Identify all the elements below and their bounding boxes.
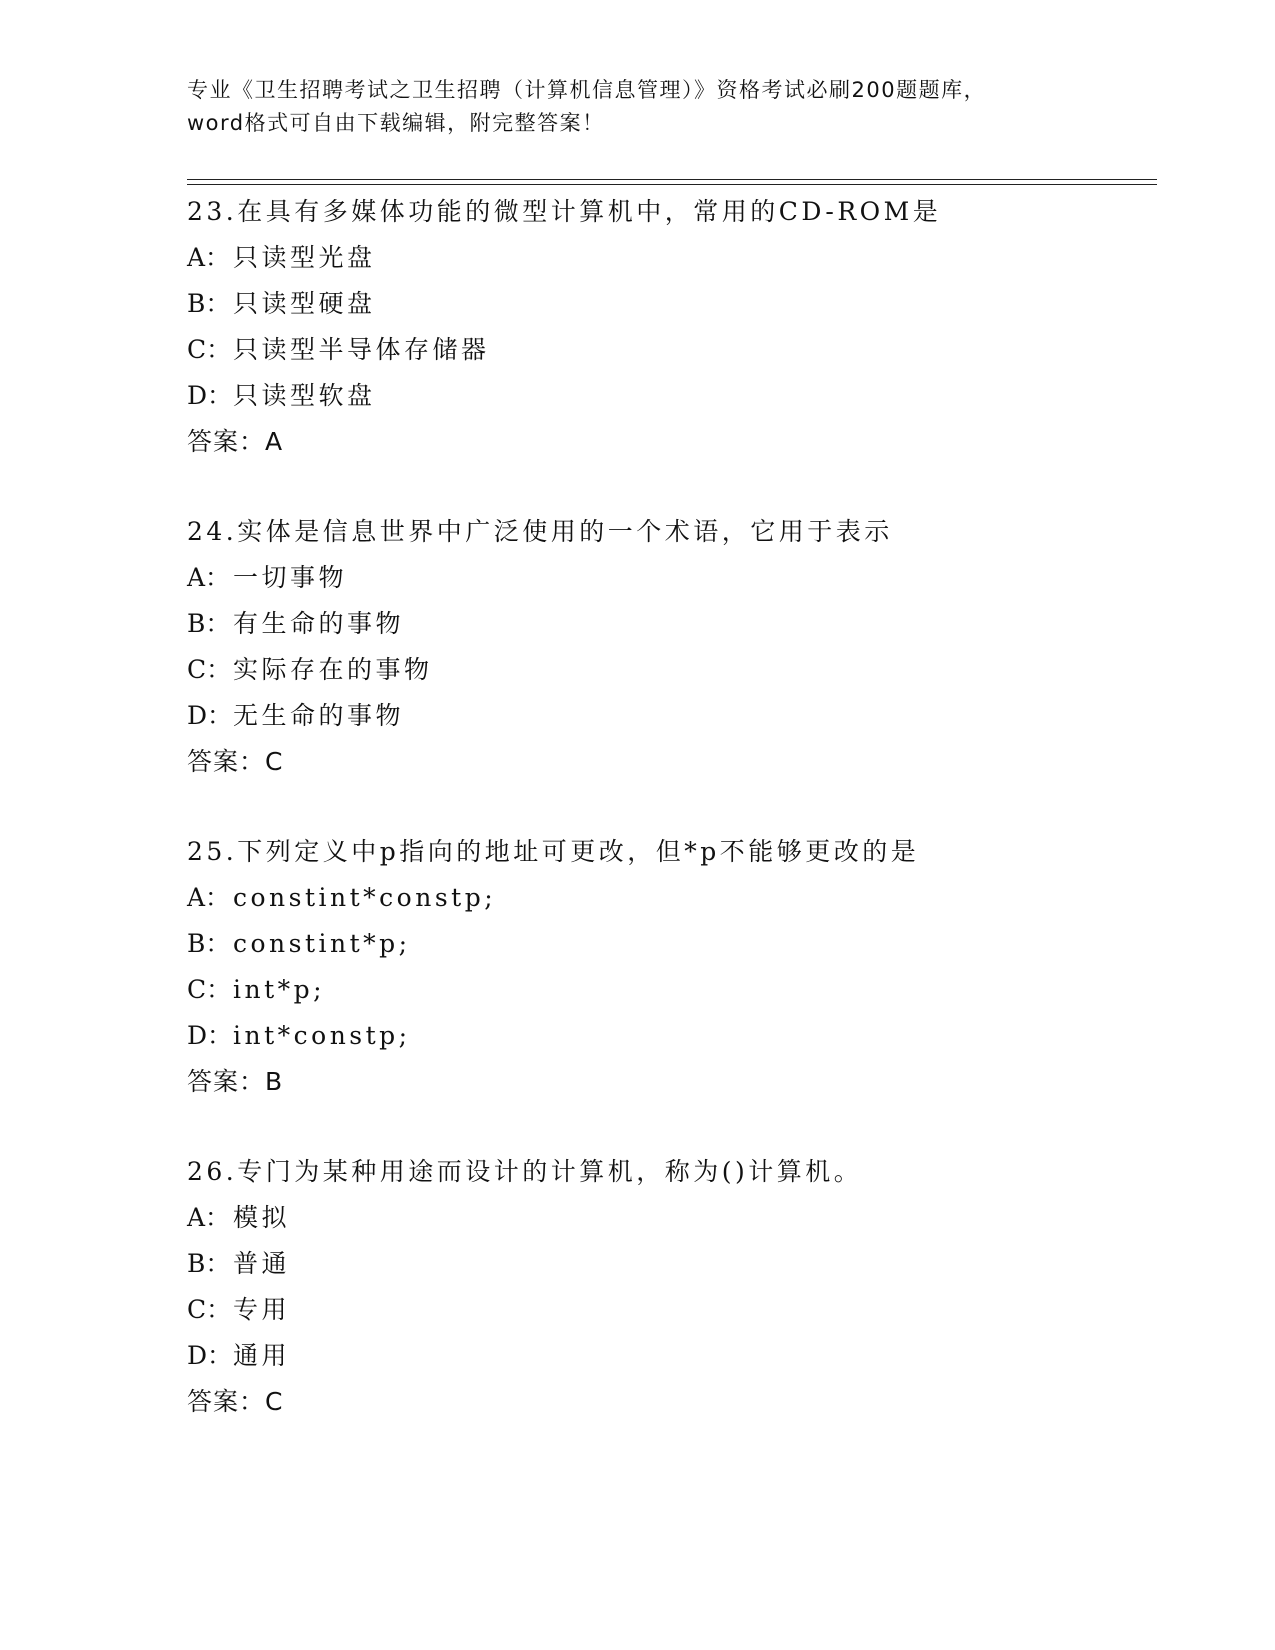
option-text: 只读型硬盘 bbox=[233, 289, 376, 318]
option-letter: D： bbox=[187, 701, 233, 730]
header-line-1: 专业《卫生招聘考试之卫生招聘（计算机信息管理）》资格考试必刷200题题库， bbox=[187, 78, 987, 102]
option-a bbox=[187, 875, 1167, 921]
option-text: int*p; bbox=[233, 975, 326, 1004]
document-header bbox=[187, 74, 1087, 140]
option-letter: A： bbox=[187, 883, 231, 912]
answer: 答案：C bbox=[187, 747, 284, 776]
option-b bbox=[187, 281, 1167, 327]
option-text: 通用 bbox=[233, 1341, 291, 1370]
option-text: int*constp; bbox=[233, 1021, 411, 1050]
option-letter: B： bbox=[187, 929, 231, 958]
option-letter: A： bbox=[187, 1203, 231, 1232]
option-text: constint*p; bbox=[233, 929, 411, 958]
option-letter: C： bbox=[187, 1295, 232, 1324]
question-block bbox=[187, 829, 1167, 1105]
option-letter: C： bbox=[187, 975, 232, 1004]
option-text: 只读型光盘 bbox=[233, 243, 376, 272]
answer: 答案：A bbox=[187, 427, 284, 456]
option-text: 专用 bbox=[233, 1295, 291, 1324]
answer: 答案：B bbox=[187, 1067, 284, 1096]
option-d bbox=[187, 1013, 1167, 1059]
option-b bbox=[187, 601, 1167, 647]
question-stem: 23.在具有多媒体功能的微型计算机中，常用的CD-ROM是 bbox=[187, 197, 942, 226]
option-text: constint*constp; bbox=[233, 883, 497, 912]
option-letter: D： bbox=[187, 381, 233, 410]
option-a bbox=[187, 1195, 1167, 1241]
header-line-2: word格式可自由下载编辑，附完整答案！ bbox=[187, 111, 605, 135]
question-stem: 25.下列定义中p指向的地址可更改，但*p不能够更改的是 bbox=[187, 837, 920, 866]
option-letter: B： bbox=[187, 289, 231, 318]
option-text: 普通 bbox=[233, 1249, 291, 1278]
option-c bbox=[187, 1287, 1167, 1333]
question-stem: 26.专门为某种用途而设计的计算机，称为()计算机。 bbox=[187, 1157, 863, 1186]
option-a bbox=[187, 555, 1167, 601]
option-d bbox=[187, 373, 1167, 419]
option-letter: B： bbox=[187, 609, 231, 638]
option-text: 一切事物 bbox=[233, 563, 348, 592]
question-block bbox=[187, 189, 1167, 465]
option-text: 只读型半导体存储器 bbox=[233, 335, 490, 364]
option-letter: C： bbox=[187, 335, 232, 364]
option-text: 只读型软盘 bbox=[233, 381, 376, 410]
header-divider-bottom bbox=[187, 184, 1157, 185]
option-letter: A： bbox=[187, 243, 231, 272]
option-c bbox=[187, 647, 1167, 693]
option-text: 有生命的事物 bbox=[233, 609, 405, 638]
option-c bbox=[187, 327, 1167, 373]
header-divider-top bbox=[187, 179, 1157, 180]
option-letter: C： bbox=[187, 655, 232, 684]
option-d bbox=[187, 1333, 1167, 1379]
question-block bbox=[187, 509, 1167, 785]
option-text: 实际存在的事物 bbox=[233, 655, 433, 684]
option-text: 无生命的事物 bbox=[233, 701, 405, 730]
option-text: 模拟 bbox=[233, 1203, 291, 1232]
option-letter: B： bbox=[187, 1249, 231, 1278]
option-b bbox=[187, 921, 1167, 967]
option-a bbox=[187, 235, 1167, 281]
option-letter: D： bbox=[187, 1021, 233, 1050]
question-stem: 24.实体是信息世界中广泛使用的一个术语，它用于表示 bbox=[187, 517, 893, 546]
answer: 答案：C bbox=[187, 1387, 284, 1416]
option-b bbox=[187, 1241, 1167, 1287]
question-block bbox=[187, 1149, 1167, 1425]
option-d bbox=[187, 693, 1167, 739]
option-letter: A： bbox=[187, 563, 231, 592]
option-c bbox=[187, 967, 1167, 1013]
option-letter: D： bbox=[187, 1341, 233, 1370]
